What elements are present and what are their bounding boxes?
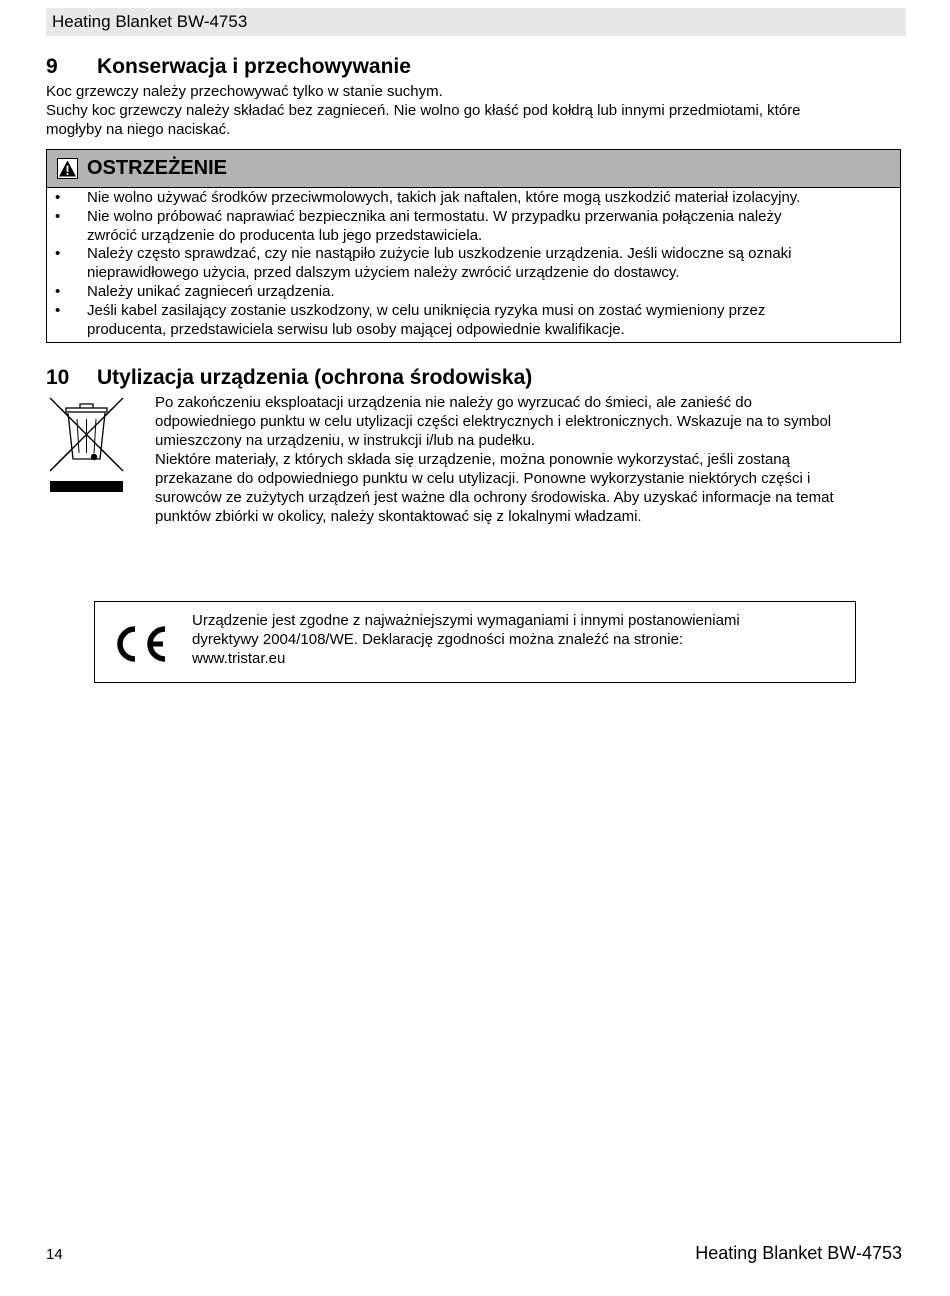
warning-item-line: nieprawidłowego użycia, przed dalszym użyciem należy zwrócić urządzenie do dostawcy. [87, 264, 680, 282]
warning-triangle-icon [57, 158, 78, 179]
section-10-line: umieszczony na urządzeniu, w instrukcji i/lub na pudełku. [155, 432, 536, 449]
warning-item [47, 208, 890, 246]
section-10-line: Niektóre materiały, z których składa się urządzenie, można ponownie wykorzystać, jeśli zostaną [155, 451, 790, 468]
bullet-icon: • [55, 301, 61, 319]
warning-title: OSTRZEŻENIE [87, 157, 228, 179]
warning-item-line: Należy unikać zagnieceń urządzenia. [87, 282, 335, 300]
section-10-number: 10 [46, 366, 70, 389]
warning-list [47, 189, 890, 339]
section-10-line: punktów zbiórki w okolicy, należy skontaktować się z lokalnymi władzami. [155, 508, 642, 525]
weee-crossed-bin-icon [46, 395, 128, 495]
warning-item-line: Nie wolno używać środków przeciwmolowych, takich jak naftalen, które mogą uszkodzić materiał izolacyjny. [87, 189, 801, 206]
ce-text [192, 611, 842, 668]
ce-text-line: Urządzenie jest zgodne z najważniejszymi wymaganiami i innymi postanowieniami [192, 612, 740, 629]
bullet-icon: • [55, 282, 61, 300]
bullet-icon: • [55, 245, 61, 263]
warning-item-line: Jeśli kabel zasilający zostanie uszkodzony, w celu uniknięcia ryzyka musi on zostać wymieniony przez [87, 301, 766, 319]
section-9-title: Konserwacja i przechowywanie [97, 55, 411, 78]
section-10-line: odpowiedniego punktu w celu utylizacji części elektrycznych i elektronicznych. Wskazuje na to symbol [155, 413, 832, 430]
ce-conformity-box [94, 601, 856, 683]
bullet-icon: • [55, 207, 61, 225]
header-title: Heating Blanket BW-4753 [52, 12, 248, 31]
warning-item [47, 189, 890, 208]
section-10-title: Utylizacja urządzenia (ochrona środowiska) [97, 366, 533, 389]
warning-item [47, 302, 890, 340]
section-9-line: Koc grzewczy należy przechowywać tylko w stanie suchym. [46, 83, 443, 100]
warning-item [47, 283, 890, 302]
warning-box [46, 149, 901, 343]
page-number: 14 [46, 1246, 63, 1263]
section-10-body [155, 393, 905, 526]
section-9-heading [46, 55, 906, 81]
warning-item [47, 245, 890, 283]
warning-item-line: zwrócić urządzenie do producenta lub jego przedstawiciela. [87, 226, 483, 244]
warning-header [47, 150, 900, 188]
section-9-line: Suchy koc grzewczy należy składać bez zagnieceń. Nie wolno go kłaść pod kołdrą lub innymi przedmiotami, które [46, 102, 801, 119]
ce-mark-icon [111, 624, 169, 664]
bullet-icon: • [55, 189, 61, 206]
warning-item-line: Nie wolno próbować naprawiać bezpiecznika ani termostatu. W przypadku przerwania połączenia należy [87, 207, 782, 225]
section-10-line: przekazane do odpowiedniego punktu w celu utylizacji. Ponowne wykorzystanie niektórych części i [155, 470, 811, 487]
ce-text-line: dyrektywy 2004/108/WE. Deklarację zgodności można znaleźć na stronie: [192, 631, 684, 648]
section-10-heading [46, 366, 906, 392]
section-10-line: Po zakończeniu eksploatacji urządzenia nie należy go wyrzucać do śmieci, ale zanieść do [155, 394, 752, 411]
section-9-number: 9 [46, 55, 58, 78]
warning-item-line: Należy często sprawdzać, czy nie nastąpiło zużycie lub uszkodzenie urządzenia. Jeśli widoczne są oznaki [87, 245, 792, 263]
section-9-line: mogłyby na niego naciskać. [46, 121, 231, 138]
warning-item-line: producenta, przedstawiciela serwisu lub osoby mającej odpowiednie kwalifikacje. [87, 320, 625, 338]
section-9-body [46, 82, 906, 139]
ce-website-link[interactable]: www.tristar.eu [192, 650, 286, 667]
page-header [46, 8, 906, 36]
footer-title: Heating Blanket BW-4753 [695, 1243, 902, 1263]
section-10-line: surowców ze zużytych urządzeń jest ważne dla ochrony środowiska. Aby uzyskać informacje na temat [155, 489, 834, 506]
